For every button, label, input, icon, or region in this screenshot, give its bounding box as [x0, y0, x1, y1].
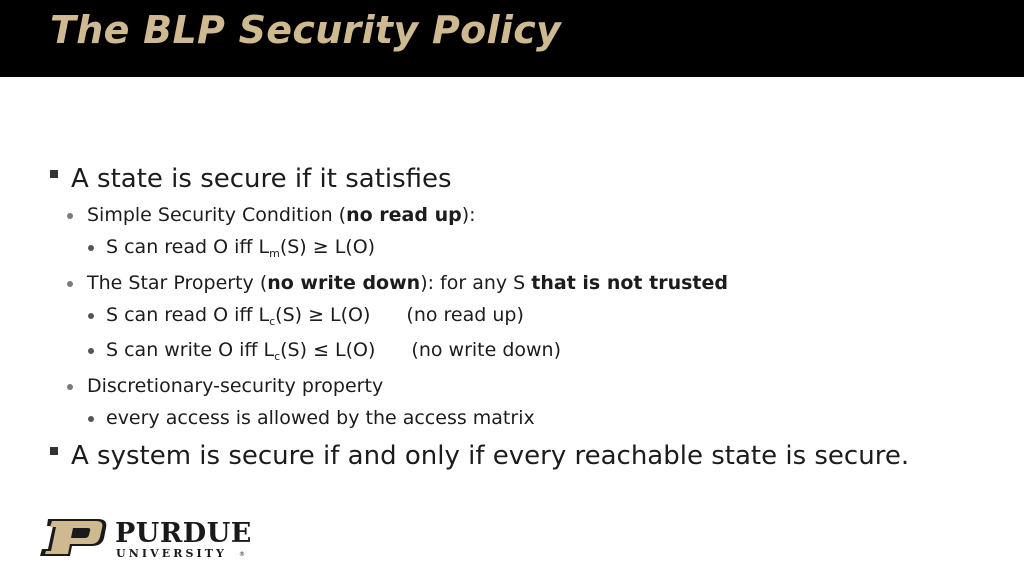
dot-bullet-icon [67, 213, 73, 219]
note-text: (no read up) [406, 304, 524, 326]
text-segment: S can read O iff L [106, 236, 270, 258]
bullet-text: A state is secure if it satisfies [71, 164, 452, 194]
dot-bullet-icon [88, 313, 94, 319]
dot-bullet-icon [67, 281, 73, 287]
dot-bullet-icon [88, 416, 94, 422]
bullet-access-matrix [106, 409, 535, 428]
subscript: c [274, 350, 281, 363]
bullet-discretionary [87, 377, 383, 396]
logo-registered-mark: ® [239, 551, 245, 558]
text-segment: Simple Security Condition ( [87, 204, 347, 226]
dot-bullet-icon [88, 348, 94, 354]
text-segment: ): for any S [420, 272, 532, 294]
bullet-system-secure [71, 443, 909, 469]
note-text: (no write down) [411, 339, 562, 361]
bullet-text: Discretionary-security property [87, 375, 384, 397]
bold-segment: no write down [267, 272, 421, 294]
logo-subtitle: UNIVERSITY [116, 547, 227, 560]
title-bar [0, 0, 1024, 77]
bullet-star-write-rule [106, 339, 562, 363]
text-segment: The Star Property ( [87, 272, 268, 294]
bullet-text: every access is allowed by the access matrix [106, 407, 535, 429]
text-segment: (S) ≥ L(O) [279, 236, 376, 258]
logo-wordmark: PURDUE [115, 518, 252, 549]
bullet-text: A system is secure if and only if every reachable state is secure. [71, 441, 910, 471]
bold-segment: no read up [346, 204, 462, 226]
square-bullet-icon [50, 447, 58, 455]
dot-bullet-icon [88, 245, 94, 251]
purdue-p-logo-icon [38, 519, 108, 559]
bullet-simple-rule [106, 236, 376, 260]
subscript: m [269, 247, 280, 260]
bullet-star-read-rule [106, 304, 524, 328]
text-segment: ): [461, 204, 476, 226]
text-segment: (S) ≥ L(O) [275, 304, 371, 326]
square-bullet-icon [50, 170, 58, 178]
text-segment: S can write O iff L [106, 339, 275, 361]
bold-segment: that is not trusted [531, 272, 728, 294]
text-segment: (S) ≤ L(O) [280, 339, 376, 361]
text-segment: S can read O iff L [106, 304, 270, 326]
bullet-simple-security [87, 206, 476, 225]
slide-title: The BLP Security Policy [50, 8, 562, 52]
dot-bullet-icon [67, 384, 73, 390]
subscript: c [269, 315, 276, 328]
bullet-star-property [87, 274, 728, 293]
bullet-state-secure [71, 166, 452, 192]
